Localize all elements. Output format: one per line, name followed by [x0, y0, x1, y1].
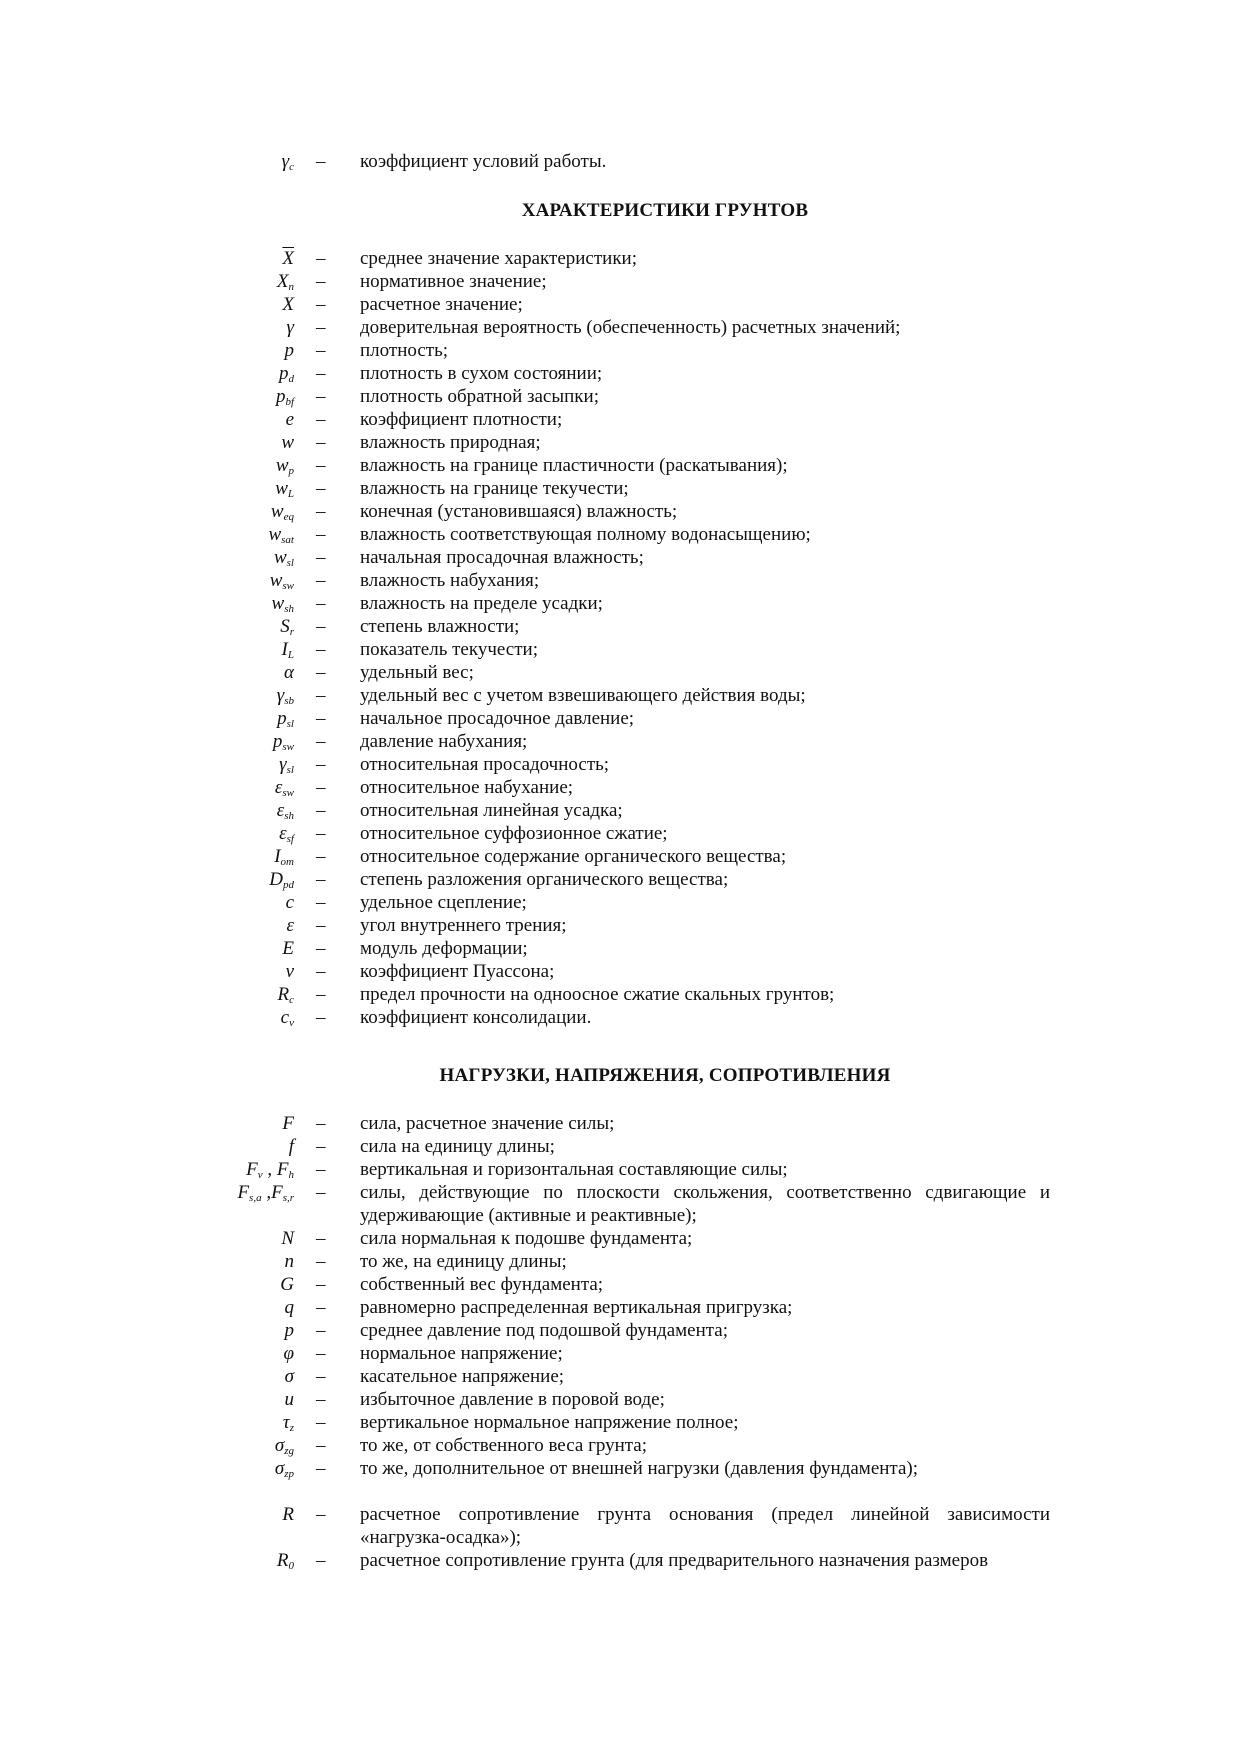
definition-text: вертикальное нормальное напряжение полное; — [360, 1412, 739, 1433]
symbol-letter: v — [285, 961, 294, 982]
symbol-letter: σ — [274, 1458, 285, 1479]
symbol — [285, 1365, 294, 1388]
dash-separator: – — [316, 432, 326, 453]
dash-separator: – — [316, 1182, 326, 1203]
symbol-subscript: v — [289, 1017, 294, 1029]
symbol — [282, 1503, 294, 1526]
definition-text: угол внутреннего трения; — [360, 915, 567, 936]
section-heading: НАГРУЗКИ, НАПРЯЖЕНИЯ, СОПРОТИВЛЕНИЯ — [439, 1065, 891, 1086]
symbol-subscript: sl — [286, 718, 294, 730]
definition-text: степень влажности; — [360, 616, 520, 637]
definition-text: расчетное значение; — [360, 294, 523, 315]
dash-separator: – — [316, 961, 326, 982]
symbol-subscript: bf — [285, 396, 294, 408]
dash-separator: – — [316, 455, 326, 476]
symbol-letter: I — [281, 639, 288, 660]
symbol — [237, 1181, 294, 1210]
dash-separator: – — [316, 386, 326, 407]
dash-separator: – — [316, 800, 326, 821]
dash-separator: – — [316, 616, 326, 637]
dash-separator: – — [316, 708, 326, 729]
definition-text: сила, расчетное значение силы; — [360, 1113, 615, 1134]
definition-text: удельный вес; — [360, 662, 474, 683]
dash-separator: – — [316, 1389, 326, 1410]
definition-text: влажность соответствующая полному водонасыщению; — [360, 524, 811, 545]
symbol-subscript: sb — [284, 695, 294, 707]
dash-separator: – — [316, 1550, 326, 1571]
dash-separator: – — [316, 1159, 326, 1180]
symbol-subscript: c — [289, 994, 294, 1006]
symbol-letter: γ — [281, 151, 290, 172]
definition-text: вертикальная и горизонтальная составляющие силы; — [360, 1159, 788, 1180]
definition-text: среднее значение характеристики; — [360, 248, 638, 269]
symbol-subscript: L — [287, 649, 294, 661]
symbol-separator: , — [261, 1182, 272, 1203]
symbol-letter: ε — [286, 915, 294, 936]
dash-separator: – — [316, 1297, 326, 1318]
symbol-letter: F — [271, 1182, 283, 1203]
symbol-letter: γ — [279, 754, 287, 775]
symbol-letter: X — [282, 294, 294, 315]
symbol-letter: w — [275, 455, 289, 476]
symbol-letter: R — [277, 984, 290, 1005]
dash-separator: – — [316, 1343, 326, 1364]
symbol-subscript: d — [288, 373, 294, 385]
symbol-subscript: sh — [284, 810, 294, 822]
symbol-letter: $\overline{X}$ — [282, 248, 294, 269]
symbol-letter: N — [281, 1228, 294, 1249]
definition-text: относительная просадочность; — [360, 754, 610, 775]
dash-separator: – — [316, 478, 326, 499]
symbol — [289, 1135, 294, 1158]
dash-separator: – — [316, 524, 326, 545]
dash-separator: – — [316, 1274, 326, 1295]
symbol-subscript: sh — [284, 603, 294, 615]
symbol — [287, 316, 295, 339]
dash-separator: – — [316, 1412, 326, 1433]
symbol-letter: p — [272, 731, 283, 752]
definition-text: сила нормальная к подошве фундамента; — [360, 1228, 693, 1249]
definition-text: коэффициент условий работы. — [360, 151, 607, 172]
symbol-subscript: eq — [283, 511, 294, 523]
symbol-letter: q — [284, 1297, 294, 1318]
definition-text: начальная просадочная влажность; — [360, 547, 644, 568]
dash-separator: – — [316, 294, 326, 315]
symbol-letter: ε — [274, 777, 283, 798]
definition-text: равномерно распределенная вертикальная пригрузка; — [360, 1297, 793, 1318]
symbol-subscript: sw — [282, 787, 294, 799]
symbol-letter: φ — [283, 1343, 294, 1364]
symbol-subscript: c — [289, 161, 294, 173]
definition-text: сила на единицу длины; — [360, 1136, 555, 1157]
dash-separator: – — [316, 1458, 326, 1479]
symbol — [280, 1273, 294, 1296]
symbol-letter: F — [276, 1159, 289, 1180]
dash-separator: – — [316, 501, 326, 522]
symbol — [285, 1296, 295, 1319]
dash-separator: – — [316, 1136, 326, 1157]
symbol-subscript: sw — [282, 741, 294, 753]
symbol-subscript: om — [280, 856, 294, 868]
dash-separator: – — [316, 547, 326, 568]
dash-separator: – — [316, 1251, 326, 1272]
definition-text: нормативное значение; — [360, 271, 547, 292]
symbol-letter: n — [284, 1251, 294, 1272]
dash-separator: – — [316, 248, 326, 269]
dash-separator: – — [316, 1007, 326, 1028]
symbol-subscript: sat — [281, 534, 294, 546]
dash-separator: – — [316, 777, 326, 798]
symbol-subscript: zp — [284, 1468, 294, 1480]
dash-separator: – — [316, 1504, 326, 1525]
symbol-subscript: z — [289, 1422, 294, 1434]
symbol-subscript: sf — [286, 833, 294, 845]
symbol — [285, 1250, 295, 1273]
dash-separator: – — [316, 340, 326, 361]
symbol-letter: α — [284, 662, 294, 683]
dash-separator: – — [316, 363, 326, 384]
symbol-letter: u — [284, 1389, 294, 1410]
dash-separator: – — [316, 662, 326, 683]
symbol-letter: σ — [274, 1435, 285, 1456]
symbol-subscript: n — [288, 281, 294, 293]
dash-separator: – — [316, 869, 326, 890]
symbol — [282, 937, 294, 960]
symbol — [286, 960, 294, 983]
dash-separator: – — [316, 1366, 326, 1387]
symbol — [282, 1112, 294, 1135]
dash-separator: – — [316, 938, 326, 959]
definition-text: собственный вес фундамента; — [360, 1274, 604, 1295]
definition-text: плотность в сухом состоянии; — [360, 363, 603, 384]
definition-text: коэффициент Пуассона; — [360, 961, 555, 982]
dash-separator: – — [316, 151, 326, 172]
dash-separator: – — [316, 1228, 326, 1249]
symbol-separator: , — [262, 1159, 277, 1180]
definition-text: коэффициент консолидации. — [360, 1007, 592, 1028]
symbol-subscript: s,r — [282, 1192, 294, 1204]
symbol — [287, 914, 295, 937]
symbol-subscript: sl — [286, 557, 294, 569]
symbol-letter: p — [284, 340, 294, 361]
definition-text: то же, на единицу длины; — [360, 1251, 567, 1272]
symbol-letter: ε — [276, 800, 285, 821]
definition-text: доверительная вероятность (обеспеченность) расчетных значений; — [360, 317, 901, 338]
dash-separator: – — [316, 1320, 326, 1341]
symbol-letter: w — [273, 547, 287, 568]
definition-text: касательное напряжение; — [360, 1366, 565, 1387]
definition-text: то же, от собственного веса грунта; — [360, 1435, 648, 1456]
section-heading: ХАРАКТЕРИСТИКИ ГРУНТОВ — [521, 200, 809, 221]
symbol — [285, 339, 295, 362]
dash-separator: – — [316, 846, 326, 867]
symbol-subscript: pd — [283, 879, 294, 891]
symbol-subscript: zg — [284, 1445, 294, 1457]
definition-text: силы, действующие по плоскости скольжения, соответственно сдвигающие и удерживающие (активные и реактивные); — [360, 1182, 1050, 1226]
definition-text: расчетное сопротивление грунта (для предварительного назначения размеров — [360, 1550, 989, 1571]
dash-separator: – — [316, 754, 326, 775]
definition-text: относительное суффозионное сжатие; — [360, 823, 668, 844]
symbol-letter: G — [280, 1274, 294, 1295]
symbol-subscript: r — [289, 626, 294, 638]
symbol-letter: I — [274, 846, 281, 867]
symbol — [281, 1006, 294, 1035]
definition-text: влажность на пределе усадки; — [360, 593, 603, 614]
dash-separator: – — [316, 317, 326, 338]
definition-text: нормальное напряжение; — [360, 1343, 563, 1364]
symbol-subscript: 0 — [288, 1560, 294, 1572]
definition-text: относительное набухание; — [360, 777, 574, 798]
definition-text: избыточное давление в поровой воде; — [360, 1389, 665, 1410]
symbol — [281, 431, 294, 454]
symbol-letter: D — [269, 869, 283, 890]
symbol-letter: p — [277, 708, 287, 729]
definition-text: влажность природная; — [360, 432, 541, 453]
definition-text: конечная (установившаяся) влажность; — [360, 501, 678, 522]
symbol-letter: F — [246, 1159, 258, 1180]
definition-text: коэффициент плотности; — [360, 409, 563, 430]
symbol — [285, 1388, 295, 1411]
symbol-subscript: p — [288, 465, 294, 477]
definition-text: плотность; — [360, 340, 449, 361]
dash-separator: – — [316, 1435, 326, 1456]
definition-text: давление набухания; — [360, 731, 528, 752]
symbol-letter: γ — [276, 685, 285, 706]
symbol-letter: X — [276, 271, 289, 292]
symbol — [275, 1457, 294, 1486]
definition-text: влажность на границе пластичности (раскатывания); — [360, 455, 788, 476]
dash-separator: – — [316, 639, 326, 660]
symbol-letter: c — [280, 1007, 290, 1028]
symbol-letter: c — [285, 892, 294, 913]
definition-text: влажность набухания; — [360, 570, 540, 591]
symbol — [286, 408, 294, 431]
definition-text: модуль деформации; — [360, 938, 528, 959]
definition-text: плотность обратной засыпки; — [360, 386, 599, 407]
symbol — [284, 661, 294, 684]
symbol-subscript: L — [287, 488, 294, 500]
definition-text: относительное содержание органического вещества; — [360, 846, 787, 867]
symbol-subscript: sw — [282, 580, 294, 592]
symbol — [277, 1549, 294, 1578]
symbol-letter: w — [269, 570, 283, 591]
symbol — [286, 891, 294, 914]
symbol-letter: F — [282, 1113, 294, 1134]
symbol-letter: R — [276, 1550, 289, 1571]
definition-text: предел прочности на одноосное сжатие скальных грунтов; — [360, 984, 835, 1005]
symbol-letter: w — [281, 432, 294, 453]
dash-separator: – — [316, 1113, 326, 1134]
symbol-letter: S — [280, 616, 290, 637]
dash-separator: – — [316, 593, 326, 614]
definition-text: влажность на границе текучести; — [360, 478, 629, 499]
symbol-subscript: v — [257, 1169, 263, 1181]
symbol-letter: τ — [282, 1412, 290, 1433]
symbol-letter: p — [284, 1320, 294, 1341]
symbol-letter: E — [282, 938, 294, 959]
dash-separator: – — [316, 271, 326, 292]
definition-text: среднее давление под подошвой фундамента; — [360, 1320, 729, 1341]
dash-separator: – — [316, 984, 326, 1005]
definition-text: относительная линейная усадка; — [360, 800, 623, 821]
dash-separator: – — [316, 731, 326, 752]
symbol-letter: σ — [284, 1366, 294, 1387]
symbol-subscript: s,a — [249, 1192, 262, 1204]
symbol-letter: R — [282, 1504, 294, 1525]
dash-separator: – — [316, 685, 326, 706]
definition-text: расчетное сопротивление грунта основания (предел линейной зависимости «нагрузка-осадка»); — [360, 1504, 1050, 1548]
symbol-letter: p — [279, 363, 289, 384]
definition-text: удельный вес с учетом взвешивающего действия воды; — [360, 685, 806, 706]
symbol-letter: w — [270, 501, 284, 522]
dash-separator: – — [316, 570, 326, 591]
symbol-letter: γ — [286, 317, 294, 338]
definition-text: начальное просадочное давление; — [360, 708, 635, 729]
symbol-subscript: h — [288, 1169, 294, 1181]
symbol — [282, 150, 294, 179]
symbol-letter: p — [275, 386, 286, 407]
definition-text: то же, дополнительное от внешней нагрузки (давления фундамента); — [360, 1458, 918, 1479]
symbol-letter: F — [237, 1182, 250, 1203]
symbol — [281, 1227, 294, 1250]
dash-separator: – — [316, 409, 326, 430]
symbol — [282, 293, 294, 316]
dash-separator: – — [316, 823, 326, 844]
symbol-letter: e — [285, 409, 294, 430]
dash-separator: – — [316, 892, 326, 913]
definition-text: показатель текучести; — [360, 639, 538, 660]
definition-text: удельное сцепление; — [360, 892, 527, 913]
symbol-letter: w — [271, 593, 285, 614]
symbol — [282, 247, 294, 270]
dash-separator: – — [316, 915, 326, 936]
symbol-letter: f — [288, 1136, 294, 1157]
symbol-letter: ε — [279, 823, 287, 844]
symbol-letter: w — [275, 478, 288, 499]
definition-text: степень разложения органического вещества; — [360, 869, 729, 890]
symbol — [285, 1319, 295, 1342]
symbol-subscript: sl — [286, 764, 294, 776]
symbol — [283, 1342, 294, 1365]
symbol-letter: w — [268, 524, 282, 545]
